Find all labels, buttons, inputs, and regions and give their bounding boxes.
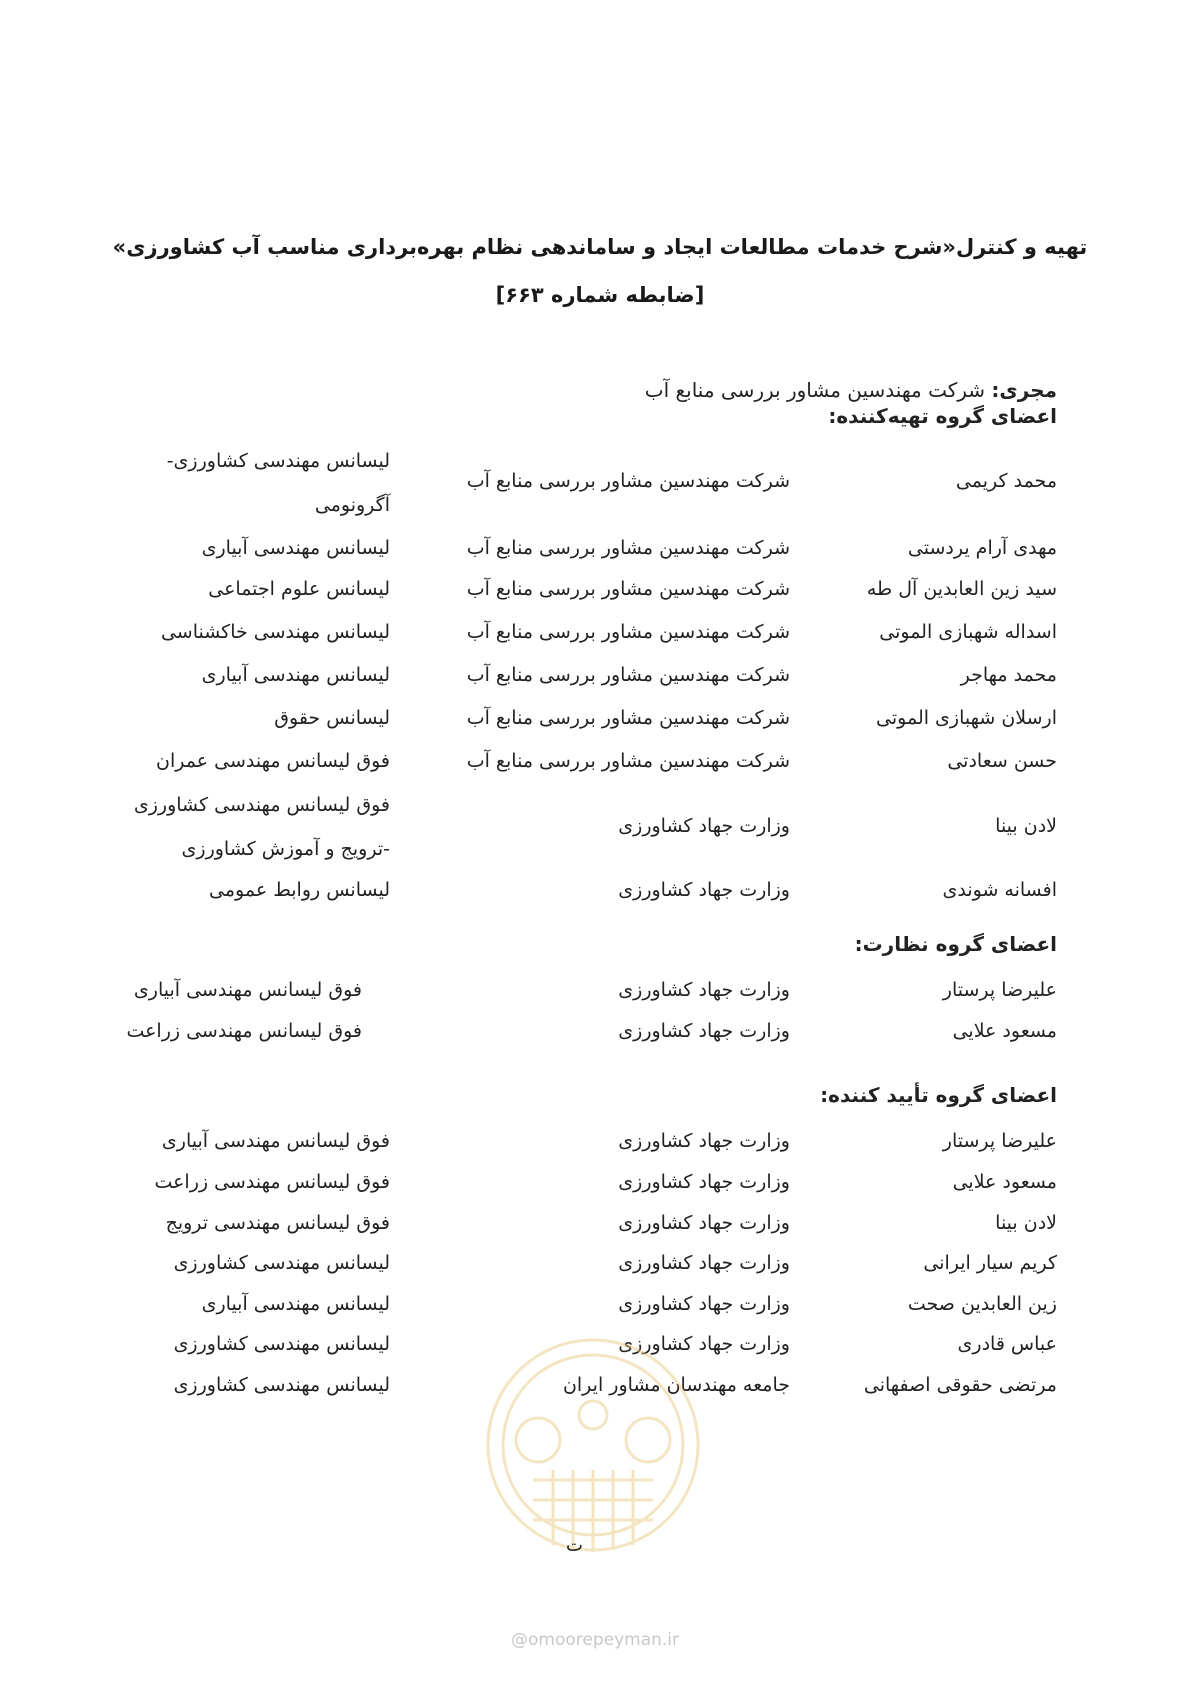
member-name: عباس قادری bbox=[957, 1333, 1057, 1355]
member-org: وزارت جهاد کشاورزی bbox=[618, 1130, 790, 1152]
member-degree: لیسانس مهندسی آبیاری bbox=[201, 537, 390, 559]
member-degree: لیسانس مهندسی کشاورزی bbox=[173, 1374, 390, 1396]
member-degree: لیسانس علوم اجتماعی bbox=[208, 578, 390, 600]
member-org: وزارت جهاد کشاورزی bbox=[618, 1293, 790, 1315]
member-name: علیرضا پرستار bbox=[942, 979, 1057, 1001]
member-org: شرکت مهندسین مشاور بررسی منابع آب bbox=[466, 750, 790, 772]
member-degree-line2: آگرونومی bbox=[314, 494, 390, 516]
supervisors-heading: اعضای گروه نظارت: bbox=[854, 932, 1057, 956]
member-degree: لیسانس مهندسی آبیاری bbox=[201, 1293, 390, 1315]
member-org: وزارت جهاد کشاورزی bbox=[618, 1020, 790, 1042]
member-name: مسعود علایی bbox=[952, 1171, 1057, 1193]
member-org: وزارت جهاد کشاورزی bbox=[618, 879, 790, 901]
member-org: شرکت مهندسین مشاور بررسی منابع آب bbox=[466, 578, 790, 600]
watermark-site: @omoorepeyman.ir bbox=[510, 1630, 680, 1650]
member-degree bbox=[133, 794, 390, 860]
member-org: شرکت مهندسین مشاور بررسی منابع آب bbox=[466, 537, 790, 559]
member-name: حسن سعادتی bbox=[947, 750, 1057, 772]
executor-value: شرکت مهندسین مشاور بررسی منابع آب bbox=[644, 378, 992, 402]
member-name: ارسلان شهبازی الموتی bbox=[876, 707, 1057, 729]
member-name: محمد کریمی bbox=[955, 470, 1057, 492]
member-name: مرتضی حقوقی اصفهانی bbox=[863, 1374, 1057, 1396]
member-name: افسانه شوندی bbox=[942, 879, 1057, 901]
member-degree: فوق لیسانس مهندسی ترویج bbox=[165, 1212, 390, 1234]
member-degree: لیسانس مهندسی آبیاری bbox=[201, 664, 390, 686]
member-org: وزارت جهاد کشاورزی bbox=[618, 1252, 790, 1274]
member-org: شرکت مهندسین مشاور بررسی منابع آب bbox=[466, 707, 790, 729]
watermark-stamp-icon bbox=[478, 1320, 708, 1600]
member-degree: لیسانس حقوق bbox=[274, 707, 390, 729]
member-degree: لیسانس روابط عمومی bbox=[209, 879, 390, 901]
member-name: اسداله شهبازی الموتی bbox=[879, 621, 1057, 643]
executor-line bbox=[645, 378, 1057, 402]
member-org: وزارت جهاد کشاورزی bbox=[618, 979, 790, 1001]
member-degree: فوق لیسانس مهندسی زراعت bbox=[154, 1171, 390, 1193]
preparers-heading: اعضای گروه تهیه‌کننده: bbox=[828, 404, 1057, 428]
member-degree bbox=[166, 450, 390, 516]
member-degree-line1: لیسانس مهندسی کشاورزی- bbox=[166, 450, 390, 472]
member-name: سید زین العابدین آل طه bbox=[866, 578, 1057, 600]
member-degree: فوق لیسانس مهندسی آبیاری bbox=[161, 1130, 390, 1152]
member-degree: فوق لیسانس مهندسی عمران bbox=[156, 750, 390, 772]
member-name: لادن بینا bbox=[995, 1212, 1057, 1234]
approvers-heading: اعضای گروه تأیید کننده: bbox=[820, 1083, 1057, 1107]
member-degree-line2: -ترویج و آموزش کشاورزی bbox=[181, 838, 390, 860]
member-name: محمد مهاجر bbox=[960, 664, 1057, 686]
member-degree: لیسانس مهندسی کشاورزی bbox=[173, 1252, 390, 1274]
member-org: شرکت مهندسین مشاور بررسی منابع آب bbox=[466, 621, 790, 643]
member-name: لادن بینا bbox=[995, 815, 1057, 837]
member-name: کریم سیار ایرانی bbox=[923, 1252, 1057, 1274]
member-org: جامعه مهندسان مشاور ایران bbox=[562, 1374, 790, 1396]
member-degree-line1: فوق لیسانس مهندسی کشاورزی bbox=[133, 794, 390, 816]
member-org: وزارت جهاد کشاورزی bbox=[618, 815, 790, 837]
member-degree: فوق لیسانس مهندسی آبیاری bbox=[133, 979, 362, 1001]
member-name: مسعود علایی bbox=[952, 1020, 1057, 1042]
executor-label: مجری: bbox=[991, 378, 1057, 402]
member-name: مهدی آرام یردستی bbox=[907, 537, 1057, 559]
member-name: زین العابدین صحت bbox=[907, 1293, 1057, 1315]
member-degree: فوق لیسانس مهندسی زراعت bbox=[126, 1020, 362, 1042]
member-degree: لیسانس مهندسی خاکشناسی bbox=[160, 621, 390, 643]
standard-number: [ضابطه شماره ۶۶۳] bbox=[495, 283, 705, 307]
page-number: ت bbox=[566, 1535, 583, 1556]
member-org: وزارت جهاد کشاورزی bbox=[618, 1171, 790, 1193]
document-title: تهیه و کنترل«شرح خدمات مطالعات ایجاد و ساماندهی نظام بهره‌برداری مناسب آب کشاورزی» bbox=[112, 235, 1088, 259]
member-org: وزارت جهاد کشاورزی bbox=[618, 1333, 790, 1355]
member-name: علیرضا پرستار bbox=[942, 1130, 1057, 1152]
member-degree: لیسانس مهندسی کشاورزی bbox=[173, 1333, 390, 1355]
member-org: شرکت مهندسین مشاور بررسی منابع آب bbox=[466, 470, 790, 492]
member-org: وزارت جهاد کشاورزی bbox=[618, 1212, 790, 1234]
member-org: شرکت مهندسین مشاور بررسی منابع آب bbox=[466, 664, 790, 686]
